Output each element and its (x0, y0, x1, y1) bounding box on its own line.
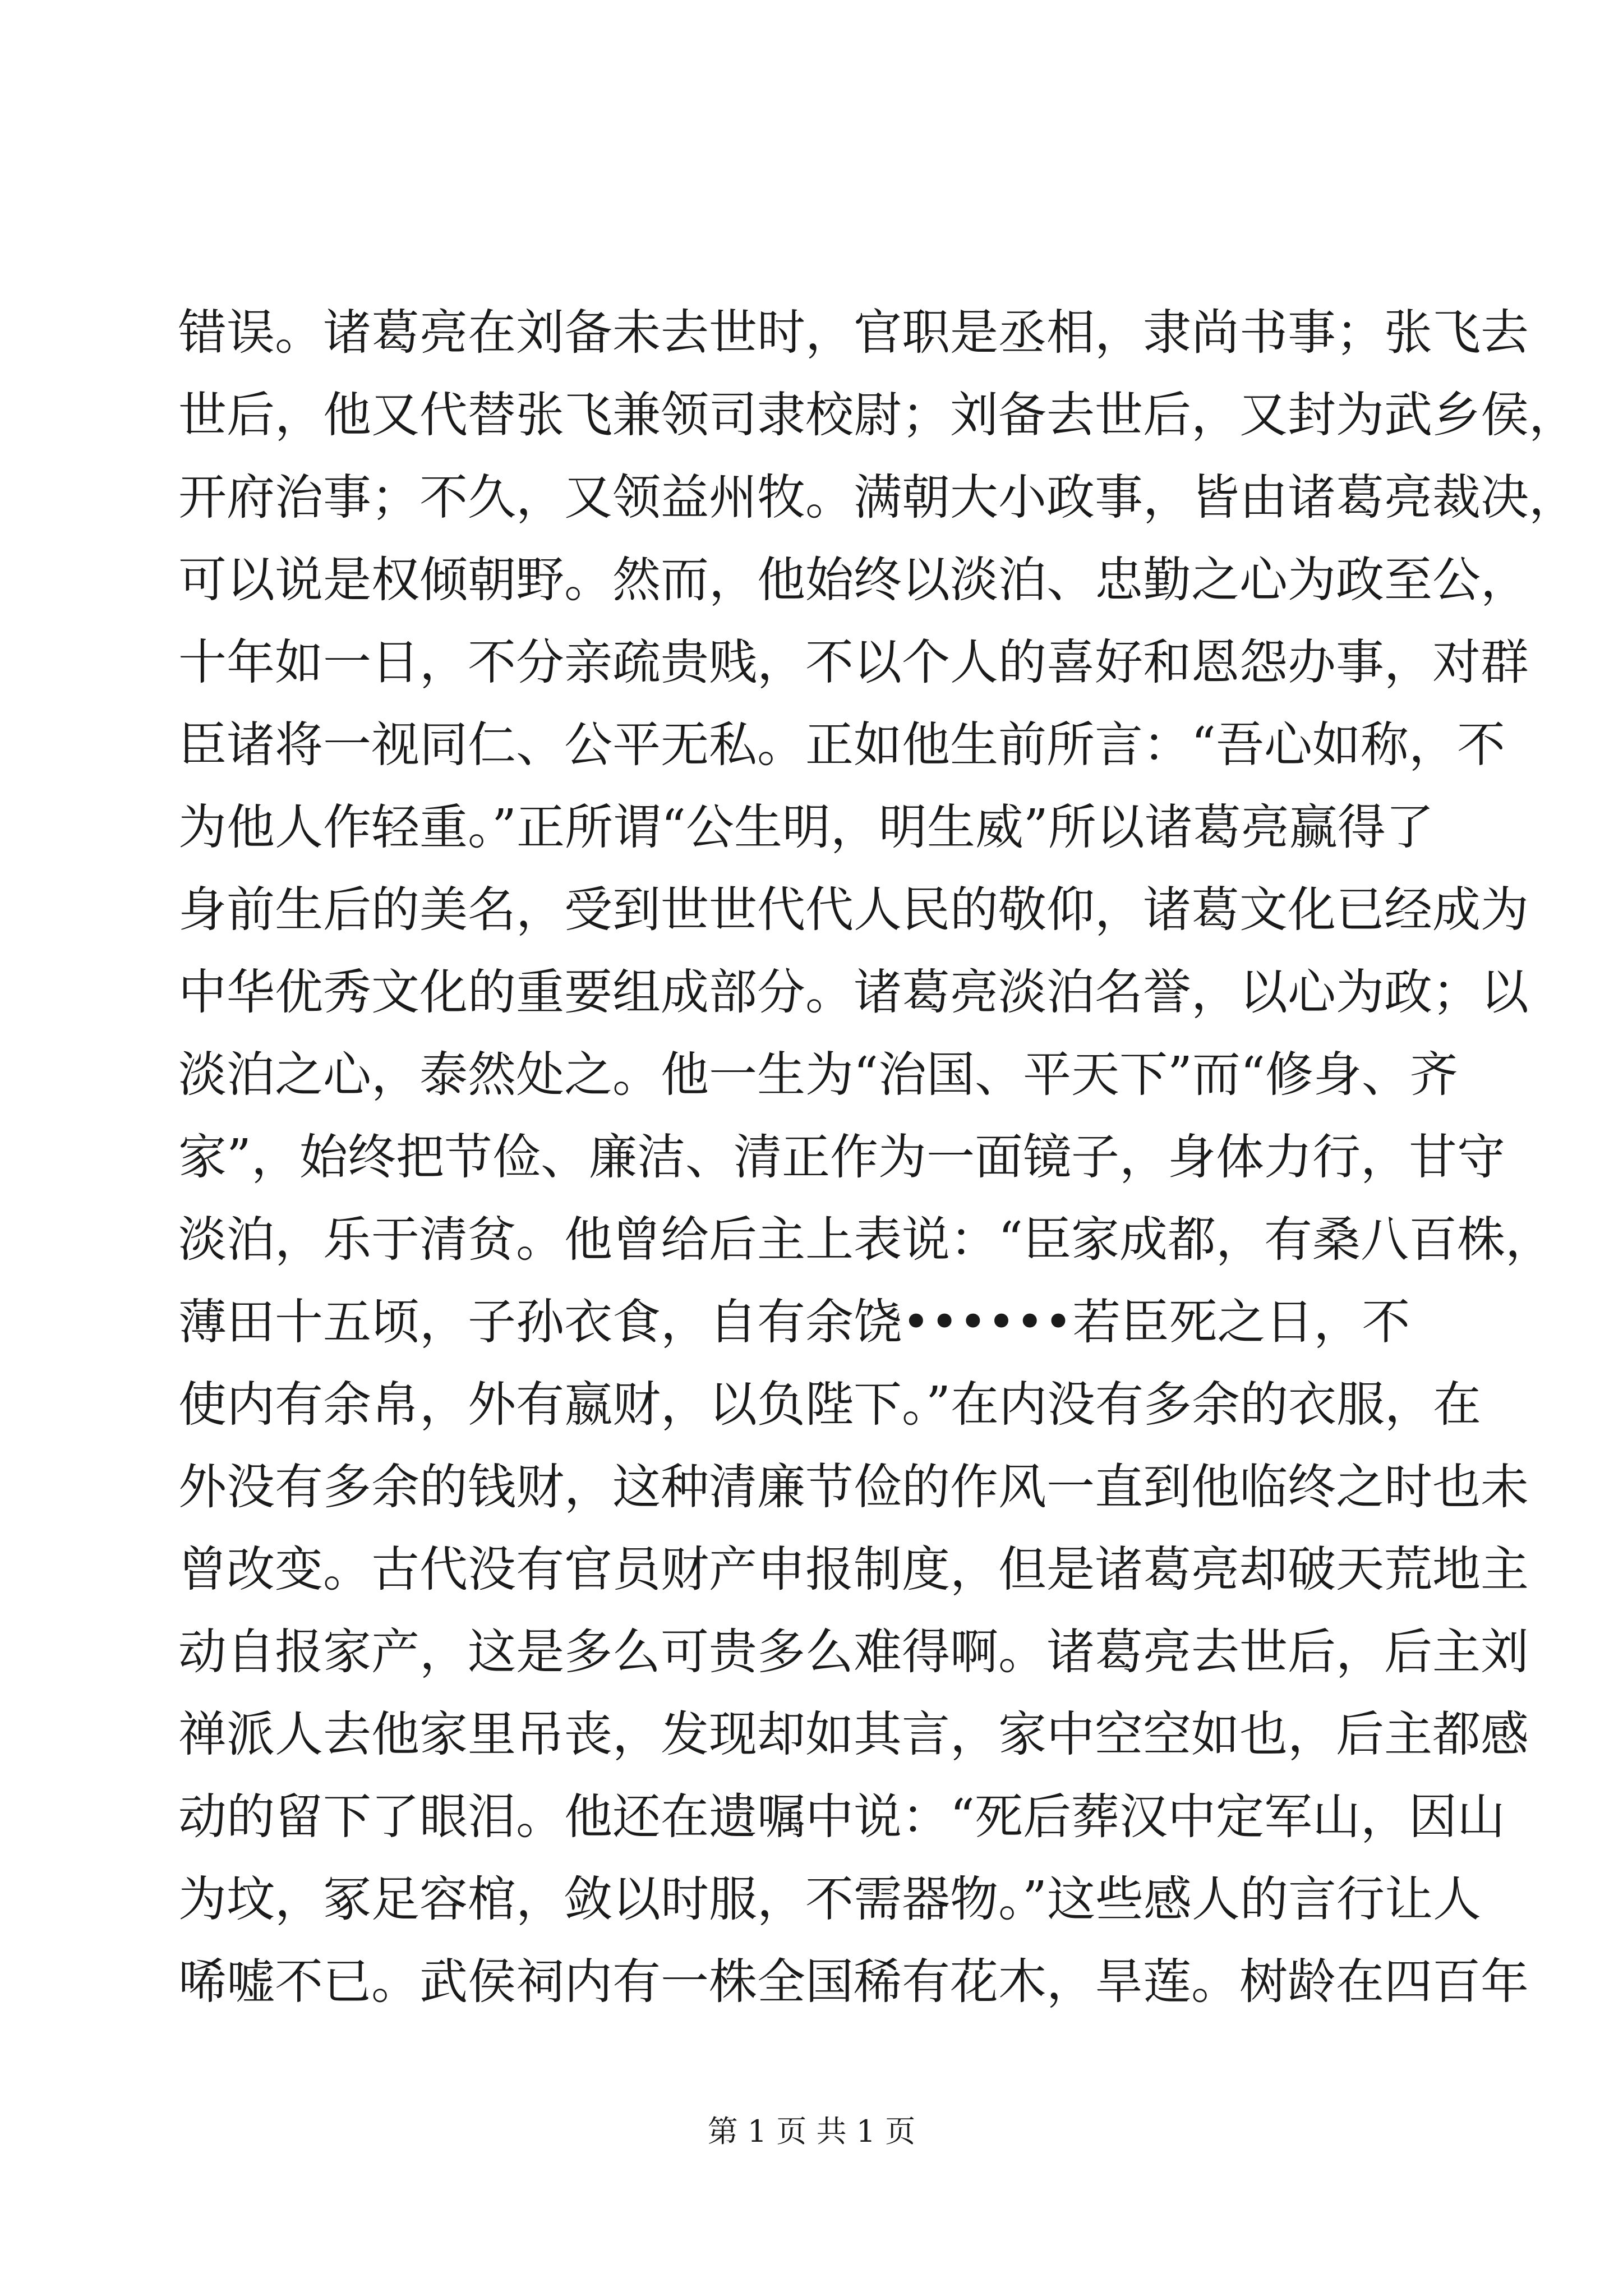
text-line: 错误。诸葛亮在刘备未去世时，官职是丞相，隶尚书事；张飞去 (178, 305, 1529, 361)
text-line: 淡泊，乐于清贫。他曾给后主上表说：“臣家成都，有桑八百株， (178, 1212, 1553, 1268)
text-line: 臣诸将一视同仁、公平无私。正如他生前所言：“吾心如称，不 (178, 717, 1505, 773)
text-line: 动自报家产，这是多么可贵多么难得啊。诸葛亮去世后，后主刘 (178, 1624, 1529, 1680)
text-line: 曾改变。古代没有官员财产申报制度，但是诸葛亮却破天荒地主 (178, 1542, 1529, 1598)
text-line: 可以说是权倾朝野。然而，他始终以淡泊、忠勤之心为政至公， (178, 552, 1529, 608)
text-line: 家”，始终把节俭、廉洁、清正作为一面镜子，身体力行，甘守 (178, 1129, 1505, 1185)
text-line: 外没有多余的钱财，这种清廉节俭的作风一直到他临终之时也未 (178, 1459, 1529, 1515)
text-line: 淡泊之心，泰然处之。他一生为“治国、平天下”而“修身、齐 (178, 1047, 1458, 1103)
text-line: 薄田十五顷，子孙衣食，自有余饶••••••若臣死之日，不 (178, 1294, 1410, 1350)
text-line: 使内有余帛，外有嬴财，以负陛下。”在内没有多余的衣服，在 (178, 1377, 1481, 1433)
page-footer (0, 2109, 1623, 2154)
text-line: 身前生后的美名，受到世世代代人民的敬仰，诸葛文化已经成为 (178, 882, 1529, 938)
text-line: 为坟，冢足容棺，敛以时服，不需器物。”这些感人的言行让人 (178, 1871, 1481, 1927)
text-line: 开府治事；不久，又领益州牧。满朝大小政事，皆由诸葛亮裁决， (178, 470, 1577, 526)
text-line: 世后，他又代替张飞兼领司隶校尉；刘备去世后，又封为武乡侯， (178, 387, 1577, 443)
text-line: 唏嘘不已。武侯祠内有一株全国稀有花木，旱莲。树龄在四百年 (178, 1954, 1529, 2010)
body-text (178, 292, 1577, 2023)
text-line: 动的留下了眼泪。他还在遗嘱中说：“死后葬汉中定军山，因山 (178, 1789, 1505, 1845)
text-line: 禅派人去他家里吊丧，发现却如其言，家中空空如也，后主都感 (178, 1706, 1529, 1763)
text-line: 中华优秀文化的重要组成部分。诸葛亮淡泊名誉，以心为政；以 (178, 964, 1529, 1020)
text-line: 为他人作轻重。”正所谓“公生明，明生威”所以诸葛亮赢得了 (178, 799, 1434, 855)
text-line: 十年如一日，不分亲疏贵贱，不以个人的喜好和恩怨办事，对群 (178, 634, 1529, 691)
page-number: 第 1 页 共 1 页 (707, 2114, 916, 2149)
